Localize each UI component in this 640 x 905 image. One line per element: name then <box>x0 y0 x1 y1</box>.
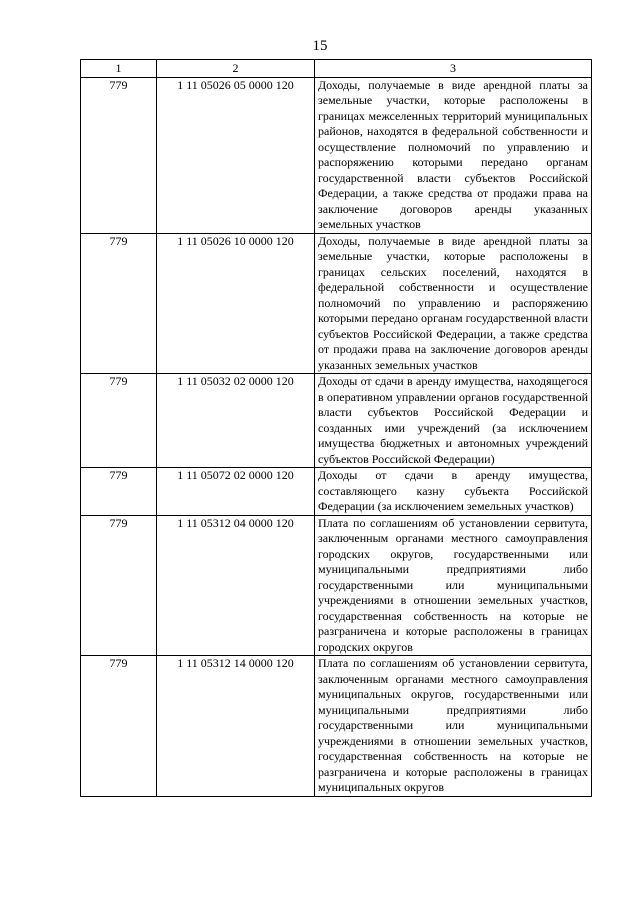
budget-code-cell: 1 11 05312 04 0000 120 <box>157 515 315 656</box>
budget-code-cell: 1 11 05032 02 0000 120 <box>157 374 315 468</box>
budget-code-cell: 1 11 05026 05 0000 120 <box>157 77 315 233</box>
column-header: 2 <box>157 60 315 78</box>
table-row <box>81 77 592 233</box>
description-cell: Доходы от сдачи в аренду имущества, находящегося в оперативном управлении органов государственной власти субъектов Российской Федерации и созданных ими учреждений (за исключением имущества бюджетных и автономных учреждений субъектов Российской Федерации) <box>315 374 592 468</box>
table-row <box>81 515 592 656</box>
admin-code-cell: 779 <box>81 77 157 233</box>
budget-code-cell: 1 11 05312 14 0000 120 <box>157 656 315 797</box>
page-number: 15 <box>312 38 328 54</box>
description-cell: Доходы от сдачи в аренду имущества, составляющего казну субъекта Российской Федерации (за исключением земельных участков) <box>315 468 592 516</box>
description-cell: Доходы, получаемые в виде арендной платы за земельные участки, которые расположены в границах межселенных территорий муниципальных районов, находятся в федеральной собственности и осуществление полномочий по управлению и распоряжению которыми передано органам государственной власти субъектов Российской Федерации, а также средства от продажи права на заключение договоров аренды указанных земельных участков <box>315 77 592 233</box>
description-cell: Доходы, получаемые в виде арендной платы за земельные участки, которые расположены в границах сельских поселений, находятся в федеральной собственности и осуществление полномочий по управлению и распоряжению которыми передано органам государственной власти субъектов Российской Федерации, а также средства от продажи права на заключение договоров аренды указанных земельных участков <box>315 233 592 374</box>
description-cell: Плата по соглашениям об установлении сервитута, заключенным органами местного самоуправления городских округов, государственными или муниципальными предприятиями либо государственными или муниципальными учреждениями в отношении земельных участков, государственная собственность на которые не разграничена и которые расположены в границах городских округов <box>315 515 592 656</box>
revenue-codes-table <box>80 59 592 797</box>
table-row <box>81 374 592 468</box>
admin-code-cell: 779 <box>81 656 157 797</box>
budget-code-cell: 1 11 05026 10 0000 120 <box>157 233 315 374</box>
admin-code-cell: 779 <box>81 468 157 516</box>
table-row <box>81 656 592 797</box>
table-row <box>81 233 592 374</box>
table-row <box>81 468 592 516</box>
description-cell: Плата по соглашениям об установлении сервитута, заключенным органами местного самоуправления муниципальных округов, государственными или муниципальными предприятиями либо государственными или муниципальными учреждениями в отношении земельных участков, государственная собственность на которые не разграничена и которые расположены в границах муниципальных округов <box>315 656 592 797</box>
table-header-row <box>81 60 592 78</box>
column-header: 3 <box>315 60 592 78</box>
budget-code-cell: 1 11 05072 02 0000 120 <box>157 468 315 516</box>
admin-code-cell: 779 <box>81 515 157 656</box>
admin-code-cell: 779 <box>81 233 157 374</box>
admin-code-cell: 779 <box>81 374 157 468</box>
column-header: 1 <box>81 60 157 78</box>
